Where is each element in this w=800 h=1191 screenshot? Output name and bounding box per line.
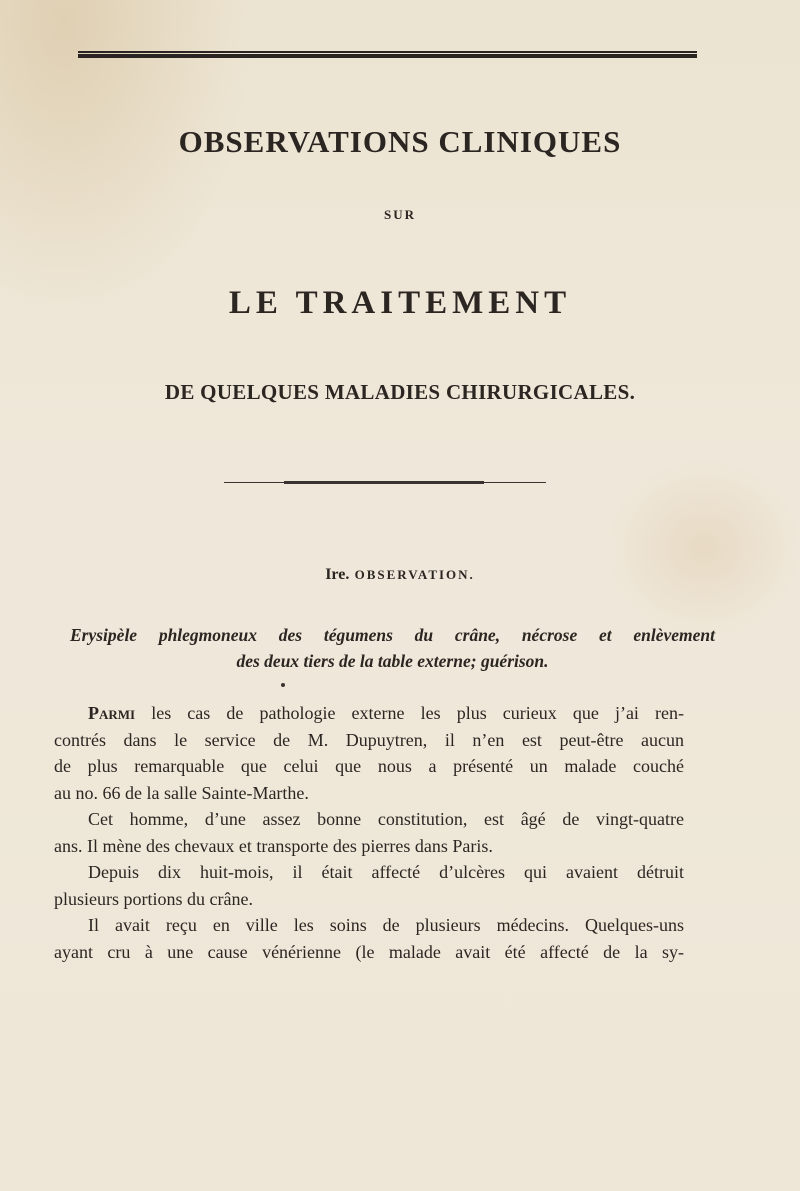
body-line <box>54 700 684 727</box>
body-line: ayant cru à une cause vénérienne (le malade avait été affecté de la sy- <box>54 941 684 962</box>
title-main: OBSERVATIONS CLINIQUES <box>178 124 622 159</box>
title-third: DE QUELQUES MALADIES CHIRURGICALES. <box>164 380 636 404</box>
separator-dot <box>281 683 285 687</box>
title-connector: SUR <box>383 207 416 222</box>
top-double-rule <box>78 51 697 58</box>
body-line: de plus remarquable que celui que nous a présenté un malade couché <box>54 756 684 776</box>
body-line: au no. 66 de la salle Sainte-Marthe. <box>54 782 309 803</box>
subtitle-line: des deux tiers de la table externe; guérison. <box>236 651 549 671</box>
body-line: Il avait reçu en ville les soins de plusieurs médecins. Quelques-uns <box>88 915 684 935</box>
observation-number: Ire. <box>325 566 350 583</box>
body-line-text: les cas de pathologie externe les plus curieux que j’ai ren- <box>151 703 685 723</box>
body-line: contrés dans le service de M. Dupuytren, il n’en est peut-être aucun <box>54 729 684 750</box>
body-line: ans. Il mène des chevaux et transporte des pierres dans Paris. <box>54 835 493 856</box>
observation-label: OBSERVATION. <box>354 567 475 582</box>
body-line: plusieurs portions du crâne. <box>54 888 253 909</box>
body-line: Cet homme, d’une assez bonne constitution, est âgé de vingt-quatre <box>88 809 684 829</box>
subtitle-line: Erysipèle phlegmoneux des tégumens du crâne, nécrose et enlèvement <box>70 625 715 645</box>
observation-heading <box>0 566 800 584</box>
ornamental-rule <box>224 481 546 485</box>
body-text <box>54 700 684 965</box>
title-second: LE TRAITEMENT <box>228 285 572 321</box>
body-line: Depuis dix huit-mois, il était affecté d’ulcères qui avaient détruit <box>88 862 684 882</box>
lead-word: Parmi <box>88 703 136 723</box>
observation-subtitle <box>70 622 715 674</box>
